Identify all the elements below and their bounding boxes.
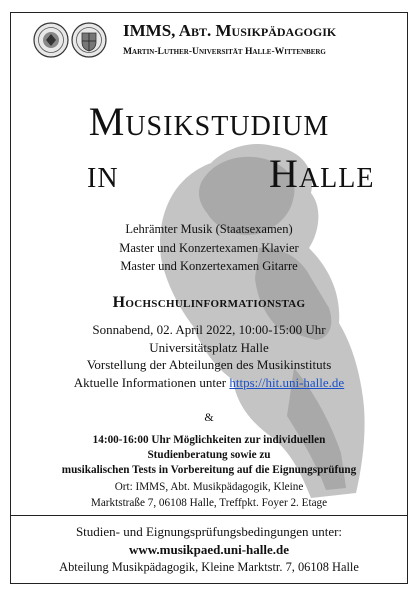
university-name: Martin-Luther-Universität Halle-Wittenberg — [123, 46, 326, 57]
university-seal-icon — [33, 22, 69, 58]
info-day-details — [11, 321, 407, 391]
info-link[interactable]: https://hit.uni-halle.de — [229, 374, 345, 390]
info-day-presentation: Vorstellung der Abteilungen des Musikinstituts — [86, 357, 332, 372]
footer-address: Abteilung Musikpädagogik, Kleine Marktstr. 7, 06108 Halle — [59, 560, 359, 574]
program-item: Lehrämter Musik (Staatsexamen) — [125, 222, 293, 236]
poster — [10, 12, 408, 584]
info-day-venue: Universitätsplatz Halle — [149, 339, 269, 355]
consultation-line: Studienberatung sowie zu — [147, 448, 271, 461]
location-line: Marktstraße 7, 06108 Halle, Treffpkt. Foyer 2. Etage — [90, 497, 328, 509]
consultation-line: musikalischen Tests in Vorbereitung auf die Eignungsprüfung — [61, 463, 357, 476]
footer — [11, 515, 407, 584]
consultation-info — [11, 433, 407, 477]
coat-of-arms-seal-icon — [71, 22, 107, 58]
institution-name: IMMS, Abt. Musikpädagogik — [123, 21, 337, 40]
info-day-link-line — [11, 374, 407, 392]
title-musikstudium: Musikstudium — [88, 99, 330, 144]
program-list — [11, 220, 407, 276]
info-day-title: Hochschulinformationstag — [112, 294, 306, 311]
footer-requirements-text: Studien- und Eignungsprüfungsbedingungen unter: — [75, 524, 343, 539]
program-item: Master und Konzertexamen Klavier — [119, 240, 299, 255]
location-info — [11, 479, 407, 511]
footer-url: www.musikpaed.uni-halle.de — [128, 542, 289, 557]
title-in: in — [87, 151, 119, 196]
info-day-date: Sonnabend, 02. April 2022, 10:00-15:00 Uhr — [92, 322, 326, 337]
info-link-prefix: Aktuelle Informationen unter — [73, 374, 230, 390]
main-content — [11, 68, 407, 515]
consultation-line: 14:00-16:00 Uhr Möglichkeiten zur individuellen — [92, 434, 326, 446]
title-halle: Halle — [269, 151, 375, 196]
location-line: Ort: IMMS, Abt. Musikpädagogik, Kleine — [114, 481, 304, 493]
header — [11, 13, 407, 69]
ampersand: & — [204, 410, 214, 424]
program-item: Master und Konzertexamen Gitarre — [120, 259, 298, 273]
